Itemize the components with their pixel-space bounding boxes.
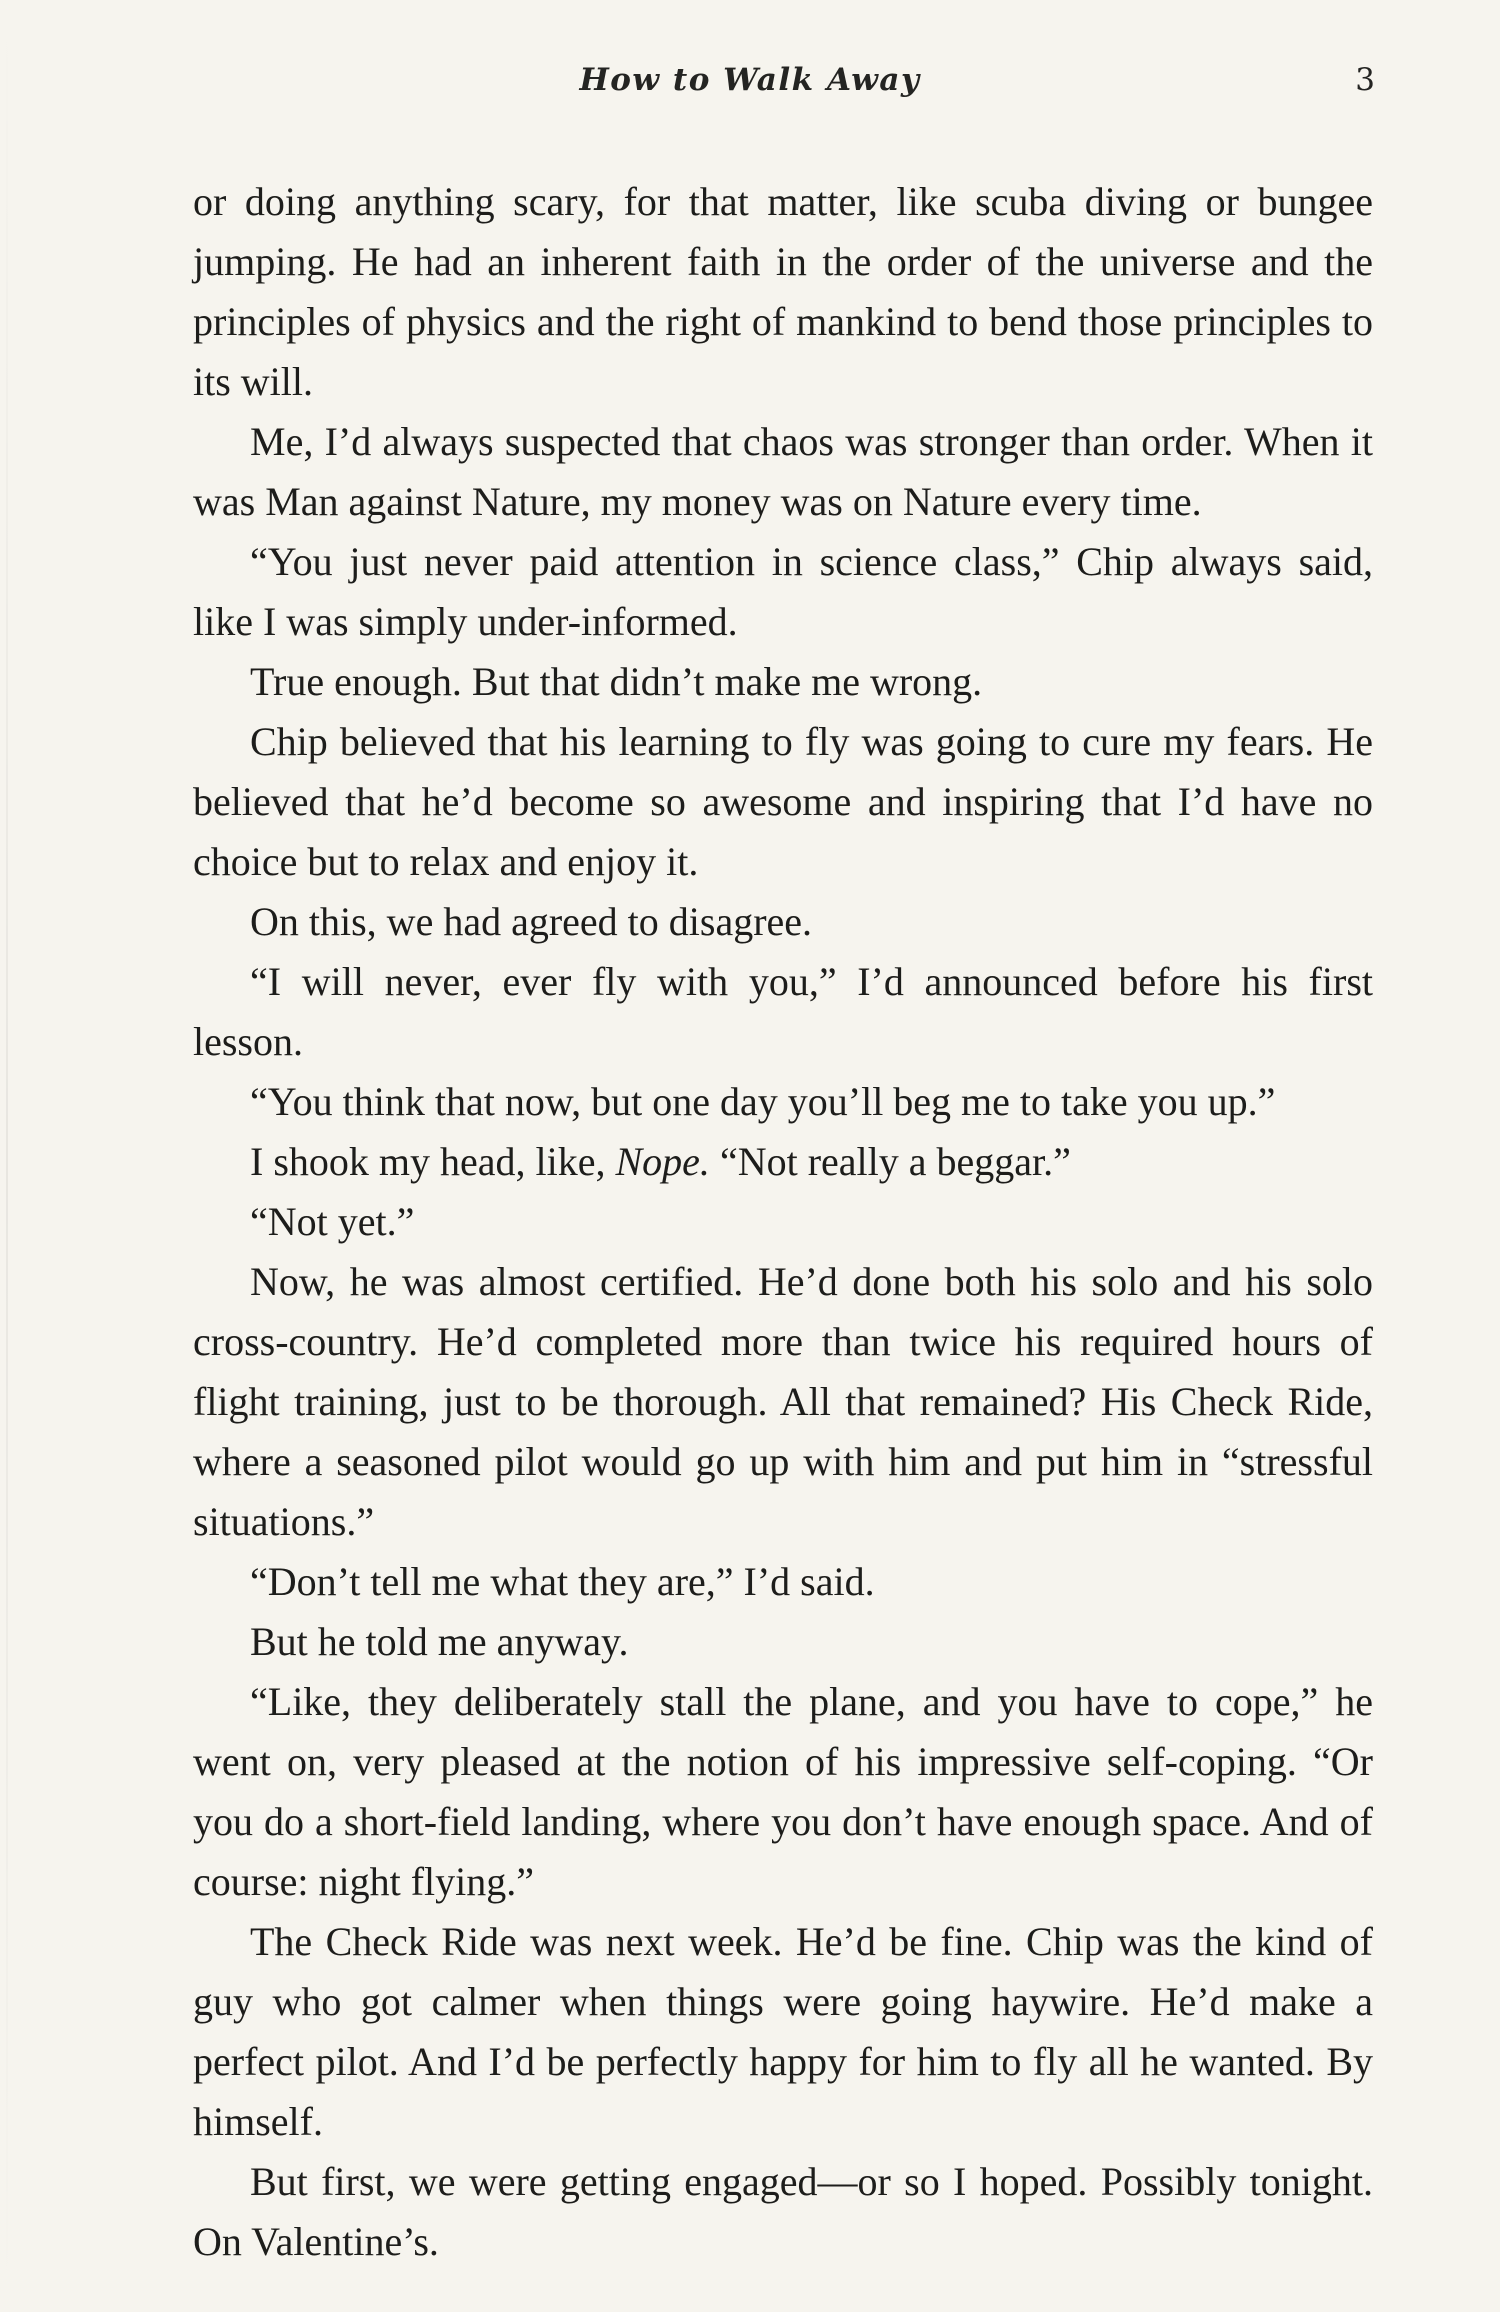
paragraph: “You think that now, but one day you’ll beg me to take you up.” (250, 1079, 1276, 1124)
paragraph: On this, we had agreed to disagree. (250, 899, 813, 944)
paragraph: Now, he was almost certified. He’d done both his solo and his solo cross-country. He’d completed more than twice his required hours of flight training, just to be thorough. All that remained? His Check Ride, where a seasoned pilot would go up with him and put him in “stressful situations.” (193, 1259, 1373, 1544)
paragraph: “I will never, ever fly with you,” I’d announced before his first lesson. (193, 959, 1373, 1064)
paragraph: or doing anything scary, for that matter, like scuba diving or bungee jumping. He had an inherent faith in the order of the universe and the principles of physics and the right of mankind to bend those principles to its will. (193, 179, 1373, 404)
paragraph: But he told me anyway. (250, 1619, 629, 1664)
paragraph: The Check Ride was next week. He’d be fine. Chip was the kind of guy who got calmer when things were going haywire. He’d make a perfect pilot. And I’d be perfectly happy for him to fly all he wanted. By himself. (193, 1919, 1373, 2144)
italic-word: Nope. (615, 1139, 710, 1184)
body-text (193, 172, 1373, 2264)
paragraph: True enough. But that didn’t make me wrong. (250, 659, 983, 704)
paragraph: Chip believed that his learning to fly was going to cure my fears. He believed that he’d become so awesome and inspiring that I’d have no choice but to relax and enjoy it. (193, 719, 1373, 884)
paragraph (193, 1132, 1373, 1192)
running-head (0, 62, 1500, 122)
paragraph: But first, we were getting engaged—or so I hoped. Possibly tonight. On Valentine’s. (193, 2159, 1373, 2264)
paragraph-text: I shook my head, like, (250, 1139, 616, 1184)
paragraph: “Not yet.” (250, 1199, 415, 1244)
paragraph: “You just never paid attention in science class,” Chip always said, like I was simply under-informed. (193, 539, 1373, 644)
page-number: 3 (1355, 62, 1375, 98)
running-title: How to Walk Away (579, 62, 921, 98)
scan-edge-shadow (6, 0, 8, 2312)
paragraph-text: “Not really a beggar.” (709, 1139, 1071, 1184)
paragraph: “Like, they deliberately stall the plane, and you have to cope,” he went on, very pleased at the notion of his impressive self-coping. “Or you do a short-field landing, where you don’t have enough space. And of course: night flying.” (193, 1679, 1373, 1904)
paragraph: Me, I’d always suspected that chaos was stronger than order. When it was Man against Nature, my money was on Nature every time. (193, 419, 1373, 524)
paragraph: “Don’t tell me what they are,” I’d said. (250, 1559, 875, 1604)
